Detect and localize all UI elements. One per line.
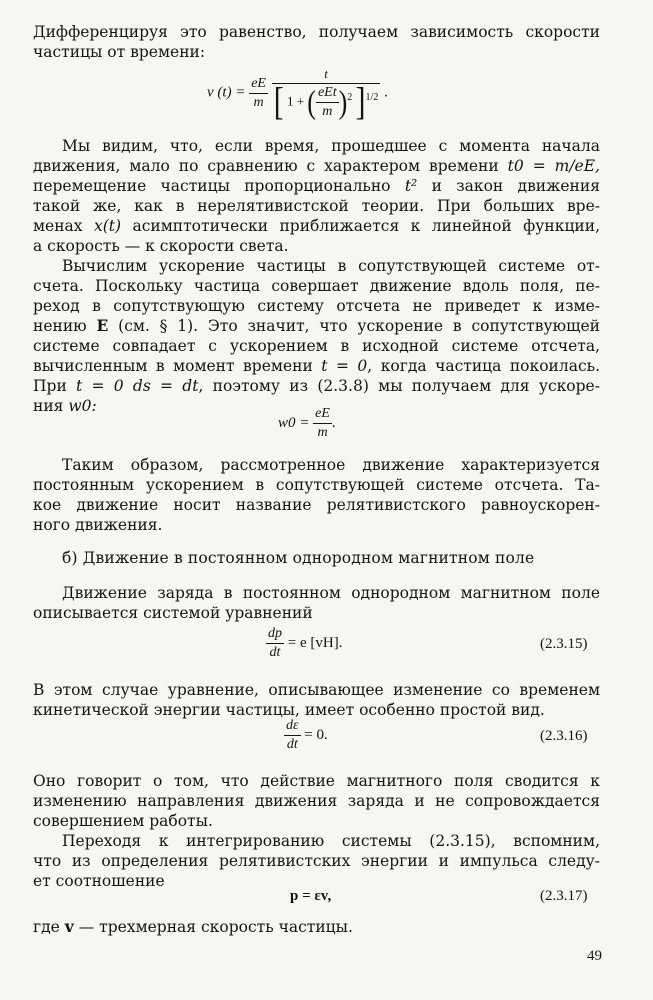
text-line: изменению направления движения заряда и не сопровождается — [33, 792, 600, 810]
text-line: ного движения. — [33, 516, 163, 534]
text-line: а скорость — к скорости света. — [33, 237, 289, 255]
text-line: кинетической энергии частицы, имеет особенно простой вид. — [33, 701, 545, 719]
page-number: 49 — [587, 948, 602, 964]
formula-velocity: v (t) = $\frac{eE}{m}$ t [ 1 + ( $\frac{\text{eEt}}{m}$ )$^2$ ]$^{1/2}$ . — [207, 66, 388, 124]
text-line: Таким образом, рассмотренное движение характеризуется — [62, 456, 600, 474]
text-line: нению E (см. § 1). Это значит, что ускорение в сопутствующей — [33, 316, 601, 335]
text-line: системе совпадает с ускорением в исходной системе отсчета, — [33, 337, 600, 355]
text-line: описывается системой уравнений — [33, 604, 313, 622]
text-line: такой же, как в нерелятивистской теории. При больших вре- — [33, 197, 600, 215]
formula-2-3-15: $\frac{dp}{dt}$ = e [vH]. — [268, 626, 343, 660]
text-line: Вычислим ускорение частицы в сопутствующей системе от- — [62, 257, 600, 275]
text-line: где v — трехмерная скорость частицы. — [33, 917, 353, 936]
text-line: Дифференцируя это равенство, получаем зависимость скорости — [33, 23, 600, 41]
text-line: менах x(t) асимптотически приближается к линейной функции, — [33, 217, 600, 235]
text-line: ет соотношение — [33, 872, 165, 890]
text-line: Переходя к интегрированию системы (2.3.15), вспомним, — [62, 832, 600, 850]
text-line: Мы видим, что, если время, прошедшее с момента начала — [62, 137, 600, 155]
formula-2-3-16: $\frac{d\varepsilon}{dt}$ = 0. — [286, 718, 328, 752]
text-line: что из определения релятивистских энергии и импульса следу- — [33, 852, 600, 870]
text-line: ния w0: — [33, 397, 97, 415]
text-line: перемещение частицы пропорционально t² и закон движения — [33, 177, 600, 195]
text-line: кое движение носит название релятивистского равноускорен- — [33, 496, 600, 514]
text-line: Оно говорит о том, что действие магнитного поля сводится к — [33, 772, 600, 790]
text-line: постоянным ускорением в сопутствующей системе отсчета. Та- — [33, 476, 600, 494]
text-line: движения, мало по сравнению с характером времени t0 = m/eE, — [33, 157, 600, 175]
equation-number: (2.3.17) — [540, 888, 588, 904]
text-line: При t = 0 ds = dt, поэтому из (2.3.8) мы получаем для ускоре- — [33, 377, 600, 395]
equation-number: (2.3.16) — [540, 728, 588, 744]
text-line: совершением работы. — [33, 812, 213, 830]
text-line: Движение заряда в постоянном однородном магнитном поле — [62, 584, 600, 602]
text-line: частицы от времени: — [33, 43, 206, 61]
text-line: реход в сопутствующую систему отсчета не приведет к изме- — [33, 297, 600, 315]
text-line: В этом случае уравнение, описывающее изменение со временем — [33, 681, 600, 699]
formula-2-3-17: p = εv, — [290, 888, 332, 904]
text-line: счета. Поскольку частица совершает движение вдоль поля, пе- — [33, 277, 600, 295]
section-heading: б) Движение в постоянном однородном магнитном поле — [62, 549, 535, 567]
text-line: вычисленным в момент времени t = 0, когда частица покоилась. — [33, 357, 600, 375]
equation-number: (2.3.15) — [540, 636, 588, 652]
formula-acceleration: w0 = $\frac{eE}{m}$ . — [278, 406, 336, 440]
